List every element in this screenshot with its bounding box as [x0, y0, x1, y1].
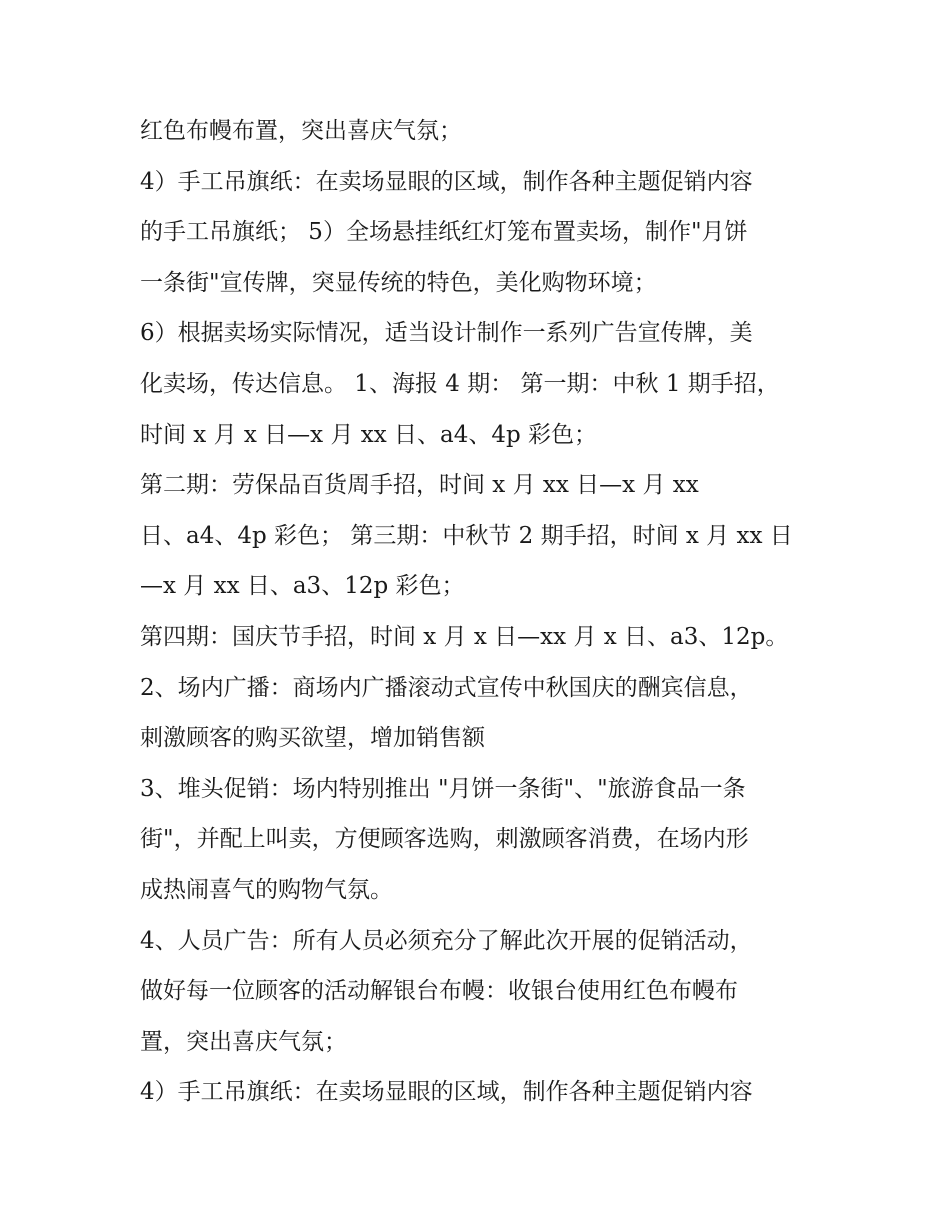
- text-line: 的手工吊旗纸； 5）全场悬挂纸红灯笼布置卖场，制作"月饼: [140, 219, 748, 246]
- text-line: 化卖场，传达信息。 1、海报 4 期： 第一期：中秋 1 期手招，: [140, 370, 780, 397]
- text-line: 日、a4、4p 彩色； 第三期：中秋节 2 期手招，时间 x 月 xx 日: [140, 522, 793, 549]
- text-line: 置，突出喜庆气氛；: [140, 1028, 347, 1055]
- text-line: 做好每一位顾客的活动解银台布幔：收银台使用红色布幔布: [140, 978, 738, 1005]
- text-line: 2、场内广播：商场内广播滚动式宣传中秋国庆的酬宾信息，: [140, 674, 753, 701]
- text-line: 第二期：劳保品百货周手招，时间 x 月 xx 日—x 月 xx: [140, 472, 699, 499]
- text-line: 成热闹喜气的购物气氛。: [140, 876, 393, 903]
- text-line: 时间 x 月 x 日—x 月 xx 日、a4、4p 彩色；: [140, 421, 598, 448]
- text-line: 6）根据卖场实际情况，适当设计制作一系列广告宣传牌，美: [140, 320, 753, 347]
- text-line: 一条街"宣传牌，突显传统的特色，美化购物环境；: [140, 269, 657, 296]
- text-line: 4）手工吊旗纸：在卖场显眼的区域，制作各种主题促销内容: [140, 168, 753, 195]
- text-line: 红色布幔布置，突出喜庆气氛；: [140, 118, 462, 144]
- text-line: 4、人员广告：所有人员必须充分了解此次开展的促销活动，: [140, 927, 753, 954]
- document-text: [140, 106, 820, 1118]
- text-line: 第四期：国庆节手招，时间 x 月 x 日—xx 月 x 日、a3、12p。: [140, 623, 789, 650]
- text-line: —x 月 xx 日、a3、12p 彩色；: [140, 573, 465, 600]
- text-line: 刺激顾客的购买欲望，增加销售额: [140, 725, 485, 752]
- text-line: 3、堆头促销：场内特别推出 "月饼一条街"、"旅游食品一条: [140, 775, 746, 802]
- text-line: 4）手工吊旗纸：在卖场显眼的区域，制作各种主题促销内容: [140, 1079, 753, 1106]
- text-line: 街"，并配上叫卖，方便顾客选购，刺激顾客消费，在场内形: [140, 826, 749, 853]
